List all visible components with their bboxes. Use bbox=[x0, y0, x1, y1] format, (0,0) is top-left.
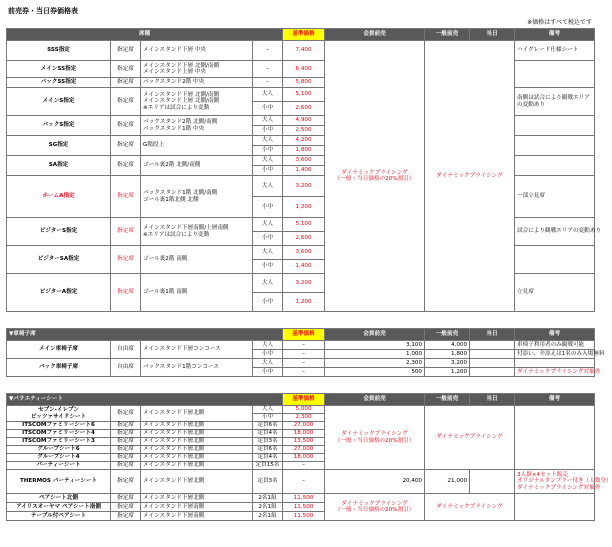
seat-location: メインスタンド下層 北側/南側 メインスタンド上層 北側/南側 ※エリアは試合により変動 bbox=[141, 88, 253, 116]
ticket-class: 大人 bbox=[253, 406, 283, 414]
general-dynamic-pricing: ダイナミックプライシング bbox=[425, 406, 515, 470]
section-title: ▼バラエティーシート bbox=[7, 394, 283, 406]
header-member: 会員前売 bbox=[325, 29, 425, 41]
base-price: 1,800 bbox=[283, 146, 325, 156]
section-header bbox=[7, 329, 595, 341]
seat-type: 指定席 bbox=[111, 61, 141, 78]
seat-type: 指定席 bbox=[111, 470, 141, 494]
seat-name: SSS指定 bbox=[7, 41, 111, 61]
capacity: 定員4名 bbox=[253, 430, 283, 438]
header-general: 一般前売 bbox=[425, 29, 470, 41]
dayof-price bbox=[470, 350, 515, 359]
header-remarks: 備考 bbox=[515, 29, 595, 41]
base-price: 3,200 bbox=[283, 274, 325, 293]
seat-location: メインスタンド下層南側 bbox=[141, 512, 253, 521]
capacity: 2名1組 bbox=[253, 494, 283, 503]
seat-location: メインスタンド下層北側 bbox=[141, 462, 253, 470]
base-price: 5,100 bbox=[283, 218, 325, 232]
table-row bbox=[7, 359, 595, 368]
seat-type: 指定席 bbox=[111, 116, 141, 136]
seat-location: メインスタンド下層北側 bbox=[141, 406, 253, 422]
base-price: 13,500 bbox=[283, 438, 325, 446]
ticket-class: 小中 bbox=[253, 293, 283, 312]
seat-location: メインスタンド下層北側 bbox=[141, 446, 253, 454]
remark bbox=[515, 156, 595, 176]
member-dynamic-pricing: ダイナミックプライシング （一般・当日価格の20%割引） bbox=[325, 41, 425, 312]
seat-location: メインスタンド下層北側 bbox=[141, 438, 253, 446]
header-dayof: 当日 bbox=[470, 329, 515, 341]
base-price: 2,600 bbox=[283, 102, 325, 116]
header-remarks: 備考 bbox=[515, 329, 595, 341]
seat-type: 指定席 bbox=[111, 503, 141, 512]
remark bbox=[515, 494, 595, 521]
base-price: 2,300 bbox=[283, 414, 325, 422]
seat-name: バックS指定 bbox=[7, 116, 111, 136]
base-price: – bbox=[283, 350, 325, 359]
member-dynamic-pricing: ダイナミックプライシング （一般・当日価格の20%割引） bbox=[325, 406, 425, 470]
member-dynamic-pricing: ダイナミックプライシング （一般・当日価格の20%割引） bbox=[325, 494, 425, 521]
seat-name: メインS指定 bbox=[7, 88, 111, 116]
ticket-class: 大人 bbox=[253, 274, 283, 293]
base-price: 2,600 bbox=[283, 232, 325, 246]
capacity: 定員3名 bbox=[253, 470, 283, 494]
ticket-class: 小中 bbox=[253, 414, 283, 422]
general-price: 1,200 bbox=[425, 368, 470, 377]
capacity: 定員6名 bbox=[253, 422, 283, 430]
ticket-class: 小中 bbox=[253, 350, 283, 359]
seat-name: アイリスオーヤマ ペアシート南側 bbox=[7, 503, 111, 512]
base-price: 2,500 bbox=[283, 126, 325, 136]
seat-type: 指定席 bbox=[111, 41, 141, 61]
seat-type: 指定席 bbox=[111, 446, 141, 454]
seat-name: ITSCOMファミリーシート4 bbox=[7, 430, 111, 438]
header-remarks: 備考 bbox=[515, 394, 595, 406]
member-price: 3,100 bbox=[325, 341, 425, 350]
remark bbox=[515, 246, 595, 274]
seat-name: ホームA指定 bbox=[7, 176, 111, 218]
capacity: 2名1組 bbox=[253, 503, 283, 512]
remark: 付添い、介添えは1名のみ入場無料 bbox=[515, 350, 595, 359]
base-price: 11,500 bbox=[283, 494, 325, 503]
variety-seat-table bbox=[6, 393, 612, 521]
header-dayof: 当日 bbox=[470, 29, 515, 41]
remark: 一部立見席 bbox=[515, 176, 595, 218]
ticket-class: 大人 bbox=[253, 218, 283, 232]
header-base-price: 基準価格 bbox=[283, 329, 325, 341]
seat-location: メインスタンド下層 北側/南側 メインスタンド上層 中央 bbox=[141, 61, 253, 78]
base-price: 1,400 bbox=[283, 166, 325, 176]
ticket-class: 大人 bbox=[253, 341, 283, 350]
seat-location: メインスタンド下層南側/上層南側 ※エリアは試合により変動 bbox=[141, 218, 253, 246]
table-row bbox=[7, 341, 595, 350]
remark bbox=[515, 61, 595, 88]
section-title: ▼車椅子席 bbox=[7, 329, 283, 341]
seat-location: G階段上 bbox=[141, 136, 253, 156]
base-price: 18,000 bbox=[283, 430, 325, 438]
remark bbox=[515, 406, 595, 470]
seat-name: バック車椅子席 bbox=[7, 359, 111, 377]
remark: ダイナミックプライシング対象外 bbox=[515, 368, 595, 377]
seat-location: バックスタンド2階 中央 bbox=[141, 78, 253, 88]
dayof-price bbox=[470, 470, 515, 494]
base-price: 3,600 bbox=[283, 156, 325, 166]
seat-location: メインスタンド下層北側 bbox=[141, 494, 253, 503]
seat-type: 指定席 bbox=[111, 88, 141, 116]
base-price: 7,400 bbox=[283, 41, 325, 61]
dayof-price bbox=[470, 359, 515, 368]
ticket-class: – bbox=[253, 78, 283, 88]
header-seat: 席種 bbox=[7, 29, 283, 41]
base-price: – bbox=[283, 462, 325, 470]
ticket-class: 大人 bbox=[253, 176, 283, 197]
base-price: 1,200 bbox=[283, 197, 325, 218]
remark: 3人掛×4セット販売 オリジナルタンブラー付き（人数分） ダイナミックプライシング対象外 bbox=[515, 470, 595, 494]
table-row bbox=[7, 41, 595, 61]
table-row bbox=[7, 470, 595, 494]
base-price: 1,200 bbox=[283, 293, 325, 312]
seat-location: バックスタンド1階コンコース bbox=[141, 359, 253, 377]
capacity: 定員3名 bbox=[253, 438, 283, 446]
general-price: 21,000 bbox=[425, 470, 470, 494]
seat-name: メインSS指定 bbox=[7, 61, 111, 78]
remark: 立見席 bbox=[515, 274, 595, 312]
seat-type: 自由席 bbox=[111, 359, 141, 377]
seat-name: グループシート6 bbox=[7, 446, 111, 454]
header-member: 会員前売 bbox=[325, 329, 425, 341]
seat-name: パーティーシート bbox=[7, 462, 111, 470]
seat-type: 指定席 bbox=[111, 246, 141, 274]
member-price: 500 bbox=[325, 368, 425, 377]
base-price: 5,800 bbox=[283, 78, 325, 88]
base-price: 18,000 bbox=[283, 454, 325, 462]
base-price: – bbox=[283, 341, 325, 350]
general-dynamic-pricing: ダイナミックプライシング bbox=[425, 494, 515, 521]
seat-location: メインスタンド下層 中央 bbox=[141, 41, 253, 61]
seat-type: 指定席 bbox=[111, 422, 141, 430]
seat-location: メインスタンド下層南側 bbox=[141, 503, 253, 512]
seat-type: 指定席 bbox=[111, 430, 141, 438]
seat-location: メインスタンド下層北側 bbox=[141, 454, 253, 462]
table-row bbox=[7, 494, 595, 503]
ticket-class: 大人 bbox=[253, 156, 283, 166]
seat-location: メインスタンド下層北側 bbox=[141, 422, 253, 430]
base-price: – bbox=[283, 368, 325, 377]
header-general: 一般前売 bbox=[425, 394, 470, 406]
seat-type: 指定席 bbox=[111, 406, 141, 422]
header-base-price: 基準価格 bbox=[283, 29, 325, 41]
seat-name: ペアシート北側 bbox=[7, 494, 111, 503]
seat-type: 指定席 bbox=[111, 274, 141, 312]
page-title: 前売券・当日券価格表 bbox=[8, 7, 78, 15]
ticket-class: 小中 bbox=[253, 197, 283, 218]
ticket-class: 小中 bbox=[253, 260, 283, 274]
ticket-class: 小中 bbox=[253, 232, 283, 246]
seat-type: 指定席 bbox=[111, 494, 141, 503]
seat-type: 自由席 bbox=[111, 341, 141, 359]
seat-name: テーブル付ペアシート bbox=[7, 512, 111, 521]
remark: 試合により観戦エリアの変動あり bbox=[515, 218, 595, 246]
remark: ハイグレード仕様シート bbox=[515, 41, 595, 61]
seat-type: 指定席 bbox=[111, 438, 141, 446]
seat-type: 指定席 bbox=[111, 78, 141, 88]
seat-name: ビジターS指定 bbox=[7, 218, 111, 246]
header-general: 一般前売 bbox=[425, 329, 470, 341]
wheelchair-table bbox=[6, 328, 605, 377]
ticket-class: 小中 bbox=[253, 102, 283, 116]
seat-location: メインスタンド下層北側 bbox=[141, 470, 253, 494]
base-price: 27,000 bbox=[283, 422, 325, 430]
seat-type: 指定席 bbox=[111, 454, 141, 462]
table-row bbox=[7, 406, 595, 414]
base-price: 27,000 bbox=[283, 446, 325, 454]
seat-location: ゴール裏2階 南側 bbox=[141, 246, 253, 274]
seat-name: ビジターA指定 bbox=[7, 274, 111, 312]
header-member: 会員前売 bbox=[325, 394, 425, 406]
tax-note: ※価格はすべて税込です bbox=[527, 19, 592, 26]
base-price: 3,200 bbox=[283, 176, 325, 197]
seat-name: ITSCOMファミリーシート6 bbox=[7, 422, 111, 430]
ticket-class: 小中 bbox=[253, 146, 283, 156]
general-price: 4,000 bbox=[425, 341, 470, 350]
base-price: 1,400 bbox=[283, 260, 325, 274]
main-price-table bbox=[6, 28, 601, 312]
remark: 車椅子利用者のみ観戦可能 bbox=[515, 341, 595, 350]
seat-type: 指定席 bbox=[111, 462, 141, 470]
capacity: 定員6名 bbox=[253, 446, 283, 454]
ticket-class: 大人 bbox=[253, 359, 283, 368]
seat-name: SA指定 bbox=[7, 156, 111, 176]
capacity: 定員15名 bbox=[253, 462, 283, 470]
capacity: 定員4名 bbox=[253, 454, 283, 462]
table-header bbox=[7, 29, 595, 41]
seat-name: ITSCOMファミリーシート3 bbox=[7, 438, 111, 446]
seat-type: 指定席 bbox=[111, 218, 141, 246]
general-dynamic-pricing: ダイナミックプライシング bbox=[425, 41, 515, 312]
seat-type: 指定席 bbox=[111, 136, 141, 156]
ticket-class: 小中 bbox=[253, 368, 283, 377]
seat-type: 指定席 bbox=[111, 176, 141, 218]
seat-name: セブン-イレブン ピッツァサイドシート bbox=[7, 406, 111, 422]
seat-name: ビジターSA指定 bbox=[7, 246, 111, 274]
seat-location: メインスタンド下層コンコース bbox=[141, 341, 253, 359]
base-price: – bbox=[283, 470, 325, 494]
ticket-class: – bbox=[253, 61, 283, 78]
remark bbox=[515, 136, 595, 156]
section-header bbox=[7, 394, 595, 406]
base-price: 6,400 bbox=[283, 61, 325, 78]
ticket-class: 小中 bbox=[253, 126, 283, 136]
member-price: 1,000 bbox=[325, 350, 425, 359]
ticket-class: 大人 bbox=[253, 88, 283, 102]
header-dayof: 当日 bbox=[470, 394, 515, 406]
ticket-class: 大人 bbox=[253, 116, 283, 126]
ticket-class: 小中 bbox=[253, 166, 283, 176]
base-price: 5,000 bbox=[283, 406, 325, 414]
seat-name: メイン車椅子席 bbox=[7, 341, 111, 359]
seat-type: 指定席 bbox=[111, 156, 141, 176]
seat-name: バックSS指定 bbox=[7, 78, 111, 88]
ticket-class: – bbox=[253, 41, 283, 61]
seat-location: メインスタンド下層北側 bbox=[141, 430, 253, 438]
seat-name: THERMOS パーティーシート bbox=[7, 470, 111, 494]
remark bbox=[515, 116, 595, 136]
header-base-price: 基準価格 bbox=[283, 394, 325, 406]
base-price: 11,500 bbox=[283, 503, 325, 512]
general-price: 3,200 bbox=[425, 359, 470, 368]
base-price: 4,200 bbox=[283, 136, 325, 146]
seat-name: グループシート4 bbox=[7, 454, 111, 462]
base-price: 5,100 bbox=[283, 88, 325, 102]
seat-location: ゴール裏2階 北側/南側 bbox=[141, 156, 253, 176]
base-price: 3,600 bbox=[283, 246, 325, 260]
remark: 南側は試合により観戦エリアの変動あり bbox=[515, 88, 595, 116]
capacity: 2名1組 bbox=[253, 512, 283, 521]
seat-name: SG指定 bbox=[7, 136, 111, 156]
remark bbox=[515, 359, 595, 368]
base-price: – bbox=[283, 359, 325, 368]
seat-type: 指定席 bbox=[111, 512, 141, 521]
seat-location: ゴール裏1階 南側 bbox=[141, 274, 253, 312]
member-price: 2,300 bbox=[325, 359, 425, 368]
dayof-price bbox=[470, 368, 515, 377]
dayof-price bbox=[470, 341, 515, 350]
member-price: 20,400 bbox=[325, 470, 425, 494]
base-price: 4,900 bbox=[283, 116, 325, 126]
seat-location: バックスタンド2階 北側/南側 バックスタンド1階 中央 bbox=[141, 116, 253, 136]
ticket-class: 大人 bbox=[253, 136, 283, 146]
seat-location: バックスタンド1階 北側/南側 ゴール裏1階北側 北側 bbox=[141, 176, 253, 218]
general-price: 1,800 bbox=[425, 350, 470, 359]
base-price: 11,500 bbox=[283, 512, 325, 521]
ticket-class: 大人 bbox=[253, 246, 283, 260]
